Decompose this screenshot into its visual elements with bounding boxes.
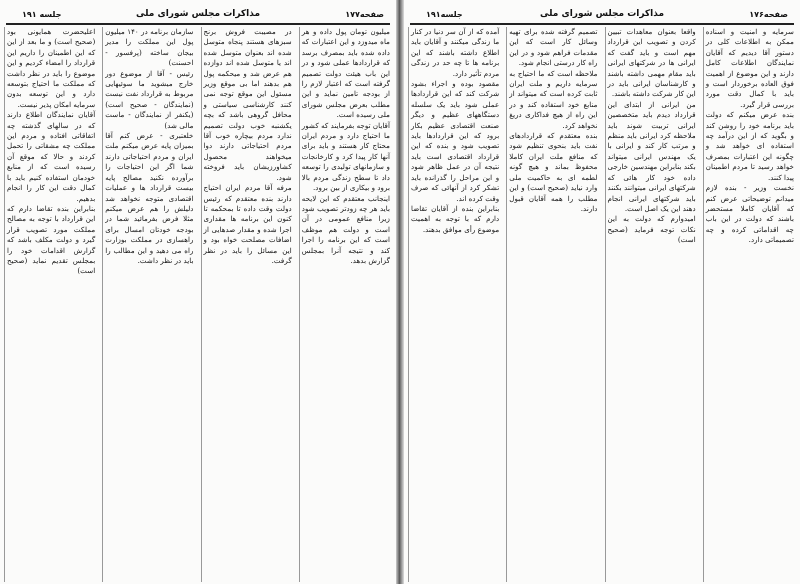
text-columns [4,27,392,582]
paragraph: بنده عرض میکنم که دولت باید برنامه خود را روشن کند و بگوید که از این درآمد چه استفاده ای خواهد شد و چگونه این اعتبارات بمصرف خواهد رسید تا مردم اطمینان پیدا کنند. [705,110,794,182]
paragraph: خلعتبری - عرض کنم آقا بمیزان پایه عرض میکنم ملت ایران و مردم احتیاجاتی دارند شما اگر این احتیاجات را برآورده نکنید مصالح پایه بیست قرارداد ها و عملیات اقتصادی متوجه نخواهد شد دلیلش را هم عرض میکنم مثلا فرض بفرمائید شما در بودجه خودتان امسال برای راهسازی در مملکت بوزارت راه می دهید و این مطالب را باید در نظر داشت. [105,131,194,265]
text-columns [408,27,796,582]
running-title: مذاکرات مجلس شورای ملی [135,9,261,19]
text-column [299,27,392,582]
paragraph: من ایرانی از ابتدای این قرارداد دیدم باید متخصصین ایرانی تربیت شوند باید ملاحظه کرد ایرانی باید منظم و مرتب کار کند و ایرانی با یک مهندس ایرانی میتواند بکند بنابراین مهندسین خارجی داده خود کار هائی که شرکتهای ایرانی میتوانند بکنند باید شرکتهای ایرانی انجام دهند این یک اصل است. [607,99,696,213]
page-number: صفحه۱۷۷ [345,10,384,19]
page-header [6,6,390,22]
paragraph: آقایان توجه بفرمایند که کشور ما احتیاج دارد و مردم ایران محتاج کار هستند و باید برای آنها کار پیدا کرد و کارخانجات و سازمانهای تولیدی را توسعه داد تا سطح زندگی مردم بالا برود و بیکاری از بین برود. [301,120,390,193]
paragraph: ملاحظه است که ما احتیاج به سرمایه داریم و ملت ایران ثابت کرده است که میتواند از منابع خود استفاده کند و در این راه از هیچ فداکاری دریغ نخواهد کرد. [509,68,598,130]
text-column [4,27,97,582]
text-column [102,27,195,582]
paragraph: میلیون تومان پول داده و هر ماه میدوزد و این اعتبارات که داده شده باید بمصرف برسد که قراردادها عملی شود و در این باب هیئت دولت تصمیم گرفته است که اعتبار لازم را از بودجه تامین نماید و این مطلب بعرض مجلس شورای ملی رسیده است. [301,27,390,120]
paragraph: رئیس - آقا از موضوع دور خارج میشوید ما سوئیهایی مربوط به قرارداد نفت نیست (نمایندگان - صحیح است) (یکنفر از نمایندگان - ماست مالی شد) [105,68,194,130]
paragraph: مقصود بوده و اجراء بشود شرکت کند که این قراردادها عملی شود باید یک سلسله دستگاههای عظیم و دیگر صنعت اقتصادی عظیم بکار برود که این قراردادها باید تصویب شود و بنده که این قرارداد اقتصادی است باید نتیجه آن در عمل ظاهر شود و این مراحل را گذرانده باید تشکر کرد از آنهائی که صرف وقت کرده اند. [411,79,500,203]
text-column [703,27,796,582]
paragraph: اینجانب معتقدم که این لایحه باید هر چه زودتر تصویب شود زیرا منافع عمومی در آن است و دولت هم موظف است که این برنامه را اجرا کند و نتیجه آنرا بمجلس گزارش بدهد. [301,193,390,265]
paragraph: اعلیحضرت همایونی بود (صحیح است) و ما بعد از این که این اطمینان را داریم این قرارداد را امضاء کردیم و این موضوع را باید در نظر داشت که مملکت ما احتیاج بتوسعه دارد و این توسعه بدون سرمایه امکان پذیر نیست. [7,27,96,109]
paragraph: آقایان نمایندگان اطلاع دارند که در سالهای گذشته چه اتفاقاتی افتاده و مردم این مملکت چه مشقاتی را تحمل کردند و حالا که موقع آن رسیده است که از منابع خودمان استفاده کنیم باید با کمال دقت این کار را انجام بدهیم. [7,110,96,203]
left-page [0,0,396,584]
paragraph: مرفه آقا مردم ایران احتیاج دارند بنده معتقدم که رئیس دولت وقت داده تا بمحکمه تا کنون این برنامه ها مقداری اجرا شده و مقدار صدهایی از اضافات مصلحت خواه بود و این مسائل را باید در نظر گرفت. [203,183,292,265]
session-number: جلسه۱۹۱ [426,10,463,19]
paragraph: در مصیبت فروش برنج سبزهای هستند پنجاه متوسل شده اند بعنوان متوسل شده اند یا متوسل شده اند دوازده هم عرض شد و میحکمه پول هم بدهند اما بی موقع وزیر مسئول این موقع توجه نمی کنند کارشناسی سیاستی و محافل گروهی باشد که بچه یکشنبه خوب دولت تصمیم ندارد مردم بیچاره خوب آقا مردم احتیاجاتی دارند دوا میخواهند محصول کشاورزیشان باید فروخته شود. [203,27,292,182]
paragraph: تصمیم گرفته شده برای تهیه وسائل کار است که این مقدمات فراهم شود و در این راه کار درستی انجام شود. [509,27,598,68]
paragraph: نخست وزیر - بنده لازم میدانم توضیحاتی عرض کنم که آقایان کاملا مستحضر باشند که دولت در این باب چه اقداماتی کرده و چه تصمیماتی دارد. [705,183,794,245]
text-column [605,27,698,582]
paragraph: امیدوارم که دولت به این نکات توجه فرماید (صحیح است) [607,214,696,245]
paragraph: سرمایه و امنیت و اسناده ممکن به اطلاعات کلی در دستور آقا دیدیم که آقایان نمایندگان اطلاعات کامل دارند و این موضوع از اهمیت فوق العاده برخوردار است و باید با کمال دقت مورد بررسی قرار گیرد. [705,27,794,109]
paragraph: آمده که از آن سر دنیا در کنار ما زندگی میکنند و آقایان باید اطلاع داشته باشند که این برنامه ها تا چه حد در زندگی مردم تأثیر دارد. [411,27,500,78]
paragraph: بنده معتقدم که قراردادهای نفت باید بنحوی تنظیم شود که منافع ملت ایران کاملا محفوظ بماند و هیچ گونه لطمه ای به حاکمیت ملی وارد نیاید (صحیح است) و این مطلب را همه آقایان قبول دارند. [509,131,598,213]
book-spine [396,0,404,584]
running-title: مذاکرات مجلس شورای ملی [539,9,665,19]
paragraph: واقعا بعنوان معاهدات تبیین کردن و تصویب این قرارداد مهم است و باید گفت که ایرانی ها در شرکتهای ایرانی باید مقام مهمی داشته باشند و کارشناسان ایرانی باید در این کار شرکت داشته باشند. [607,27,696,99]
header-rule [410,23,794,25]
paragraph: بنابراین بنده تقاضا دارم که این قرارداد با توجه به مصالح مملکت مورد تصویب قرار گیرد و دولت مکلف باشد که گزارش اقدامات خود را بمجلس تقدیم نماید (صحیح است) [7,203,96,276]
right-page [404,0,800,584]
paragraph: سازمان برنامه در ۱۴۰ میلیون پول این مملکت را مدیر بیجان ساخته (پرفسور - احسنت) [105,27,194,68]
page-header [410,6,794,22]
session-number: جلسه ۱۹۱ [22,10,62,19]
text-column [506,27,599,582]
text-column [408,27,501,582]
page-number: صفحه۱۷۶ [749,10,788,19]
header-rule [6,23,390,25]
paragraph: بنابراین بنده از آقایان تقاضا دارم که با توجه به اهمیت موضوع رأی موافق بدهند. [411,203,500,234]
text-column [201,27,294,582]
